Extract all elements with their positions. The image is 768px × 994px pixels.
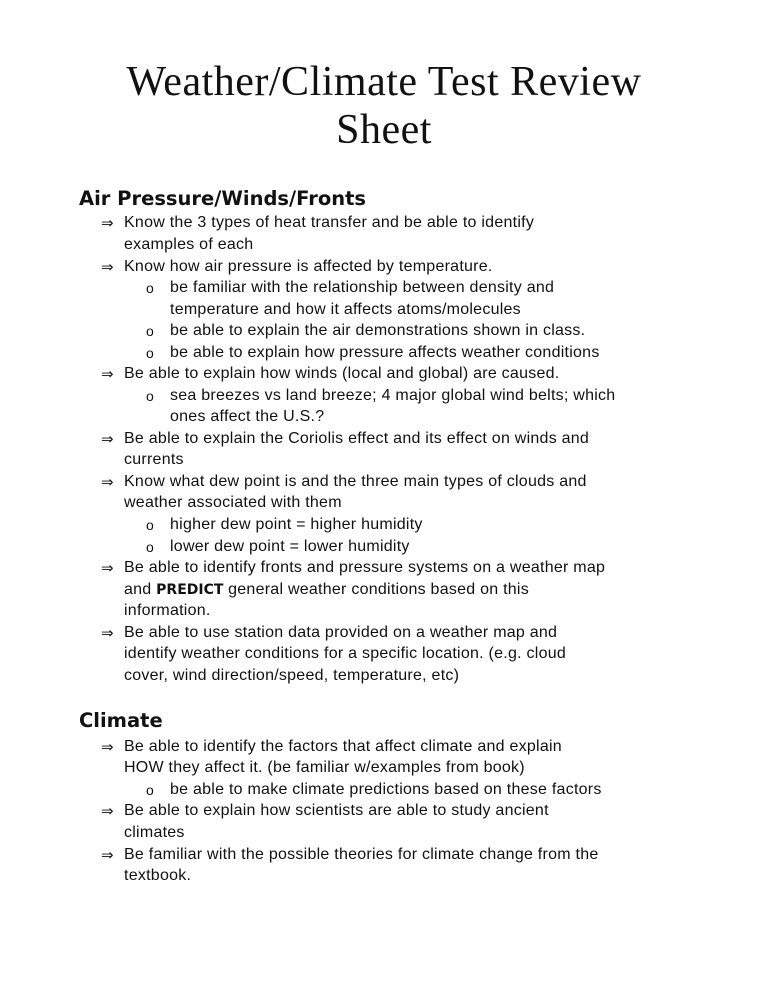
arrow-bullet-icon: ⇒	[101, 738, 114, 756]
list-item: Be able to explain the Coriolis effect and its effect on winds and	[124, 430, 590, 447]
predict-emphasis: PREDICT	[156, 582, 224, 598]
list-item: higher dew point = higher humidity	[170, 516, 423, 533]
list-item: be able to explain how pressure affects weather conditions	[170, 344, 600, 361]
list-item: Know what dew point is and the three main types of clouds and	[124, 473, 587, 490]
list-item	[124, 580, 529, 600]
list-item: Be able to identify fronts and pressure systems on a weather map	[124, 559, 606, 576]
list-item: Know the 3 types of heat transfer and be able to identify	[124, 214, 535, 231]
section-heading-climate: Climate	[79, 709, 163, 732]
list-item: be familiar with the relationship between density and	[170, 279, 555, 296]
page-title	[40, 58, 728, 154]
list-item: Be able to explain how winds (local and global) are caused.	[124, 365, 560, 382]
list-item-continuation: general weather conditions based on this	[228, 581, 529, 598]
arrow-bullet-icon: ⇒	[101, 365, 114, 383]
list-item: temperature and how it affects atoms/molecules	[170, 301, 521, 318]
arrow-bullet-icon: ⇒	[101, 258, 114, 276]
arrow-bullet-icon: ⇒	[101, 846, 114, 864]
list-item: climates	[124, 824, 185, 841]
sub-bullet-icon: o	[146, 323, 154, 339]
arrow-bullet-icon: ⇒	[101, 624, 114, 642]
list-item: textbook.	[124, 867, 192, 884]
and-word: and	[124, 581, 152, 598]
sub-bullet-icon: o	[146, 280, 154, 296]
sub-bullet-icon: o	[146, 539, 154, 555]
list-item: Be able to identify the factors that affect climate and explain	[124, 738, 562, 755]
arrow-bullet-icon: ⇒	[101, 559, 114, 577]
sub-bullet-icon: o	[146, 345, 154, 361]
arrow-bullet-icon: ⇒	[101, 214, 114, 232]
list-item: identify weather conditions for a specific location. (e.g. cloud	[124, 645, 567, 662]
arrow-bullet-icon: ⇒	[101, 802, 114, 820]
list-item: HOW they affect it. (be familiar w/examples from book)	[124, 759, 525, 776]
sub-bullet-icon: o	[146, 517, 154, 533]
list-item: Be able to explain how scientists are able to study ancient	[124, 802, 549, 819]
list-item: examples of each	[124, 236, 254, 253]
list-item: currents	[124, 451, 184, 468]
list-item: weather associated with them	[124, 494, 342, 511]
list-item: Be familiar with the possible theories for climate change from the	[124, 846, 599, 863]
arrow-bullet-icon: ⇒	[101, 473, 114, 491]
sub-bullet-icon: o	[146, 782, 154, 798]
list-item: be able to make climate predictions based on these factors	[170, 781, 602, 798]
list-item: Know how air pressure is affected by temperature.	[124, 258, 493, 275]
list-item: be able to explain the air demonstrations shown in class.	[170, 322, 586, 339]
title-line-2: Sheet	[336, 107, 432, 153]
arrow-bullet-icon: ⇒	[101, 430, 114, 448]
sub-bullet-icon: o	[146, 388, 154, 404]
list-item: Be able to use station data provided on a weather map and	[124, 624, 558, 641]
list-item: information.	[124, 602, 211, 619]
list-item: lower dew point = lower humidity	[170, 538, 410, 555]
list-item: ones affect the U.S.?	[170, 408, 325, 425]
list-item: cover, wind direction/speed, temperature, etc)	[124, 667, 460, 684]
section-heading-air-pressure: Air Pressure/Winds/Fronts	[79, 187, 367, 210]
title-line-1: Weather/Climate Test Review	[126, 59, 642, 105]
list-item: sea breezes vs land breeze; 4 major global wind belts; which	[170, 387, 616, 404]
